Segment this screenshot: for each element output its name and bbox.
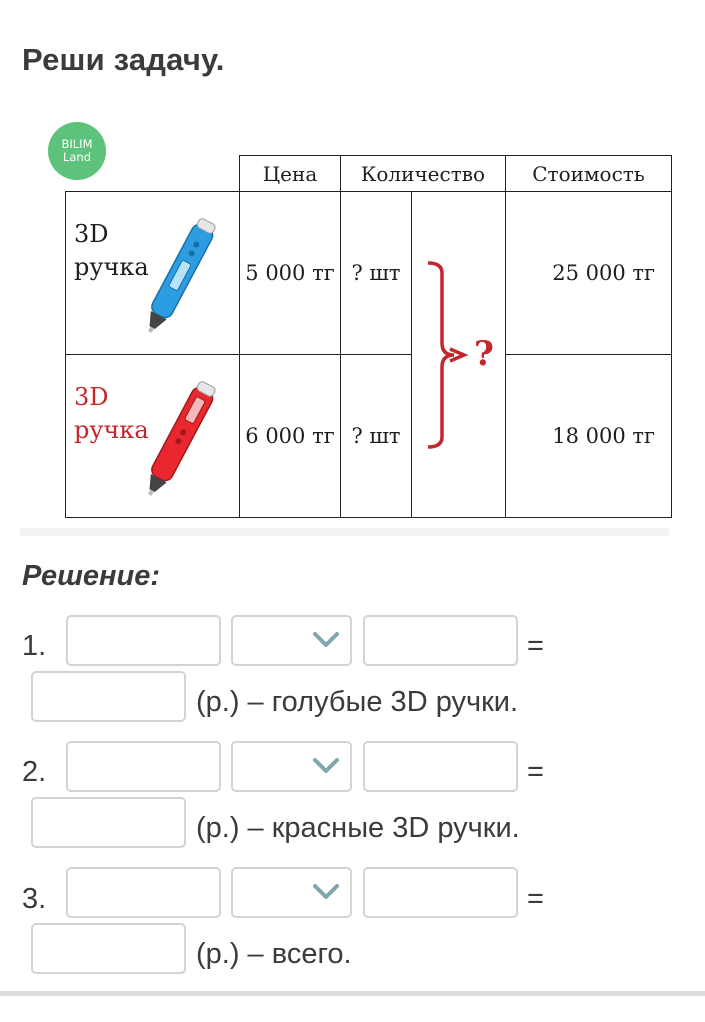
problem-table bbox=[65, 155, 672, 518]
result-input-3[interactable] bbox=[31, 923, 186, 974]
chevron-down-icon bbox=[312, 883, 340, 901]
input-3b[interactable] bbox=[363, 867, 518, 918]
solution-title: Решение: bbox=[22, 560, 161, 592]
input-2b[interactable] bbox=[363, 741, 518, 792]
equals-sign-2: = bbox=[527, 756, 544, 788]
result-input-1[interactable] bbox=[31, 671, 186, 722]
item-number-1: 1. bbox=[22, 630, 47, 662]
product-cell-red bbox=[66, 355, 240, 518]
input-1b[interactable] bbox=[363, 615, 518, 666]
item-text-2: (р.) – красные 3D ручки. bbox=[196, 812, 520, 844]
figure-divider bbox=[20, 528, 669, 536]
input-3a[interactable] bbox=[66, 867, 221, 918]
logo-line1: BILIM bbox=[61, 137, 93, 151]
product-label-line1: 3D bbox=[74, 383, 109, 411]
equals-sign-3: = bbox=[527, 883, 544, 915]
item-text-1: (р.) – голубые 3D ручки. bbox=[196, 686, 519, 718]
qty-red: ? шт bbox=[341, 355, 412, 518]
cost-blue bbox=[506, 192, 672, 355]
cost-red bbox=[506, 355, 672, 518]
input-1a[interactable] bbox=[66, 615, 221, 666]
product-label-line2: ручка bbox=[74, 253, 149, 281]
cost-red-text: 18 000 тг bbox=[552, 424, 655, 448]
brace-cell bbox=[412, 192, 506, 518]
qty-blue: ? шт bbox=[341, 192, 412, 355]
operator-select-2[interactable] bbox=[231, 741, 352, 792]
item-number-3: 3. bbox=[22, 883, 47, 915]
equals-sign-1: = bbox=[527, 630, 544, 662]
header-price: Цена bbox=[240, 156, 341, 192]
input-2a[interactable] bbox=[66, 741, 221, 792]
operator-select-3[interactable] bbox=[231, 867, 352, 918]
item-number-2: 2. bbox=[22, 756, 47, 788]
chevron-down-icon bbox=[312, 631, 340, 649]
brace-question-mark: ? bbox=[474, 334, 494, 374]
bottom-divider bbox=[0, 991, 705, 996]
operator-select-1[interactable] bbox=[231, 615, 352, 666]
product-label-line1: 3D bbox=[74, 220, 109, 248]
header-qty: Количество bbox=[341, 156, 506, 192]
price-blue: 5 000 тг bbox=[240, 192, 341, 355]
header-blank bbox=[66, 156, 240, 192]
page-title: Реши задачу. bbox=[22, 42, 225, 77]
product-cell-blue bbox=[66, 192, 240, 355]
item-text-3: (р.) – всего. bbox=[196, 938, 352, 970]
cost-blue-text: 25 000 тг bbox=[552, 261, 655, 285]
blue-pen-icon bbox=[129, 210, 229, 340]
header-cost: Стоимость bbox=[506, 156, 672, 192]
logo-line2: Land bbox=[62, 150, 92, 164]
product-label-line2: ручка bbox=[74, 416, 149, 444]
price-red: 6 000 тг bbox=[240, 355, 341, 518]
red-pen-icon bbox=[129, 373, 229, 503]
chevron-down-icon bbox=[312, 757, 340, 775]
result-input-2[interactable] bbox=[31, 797, 186, 848]
